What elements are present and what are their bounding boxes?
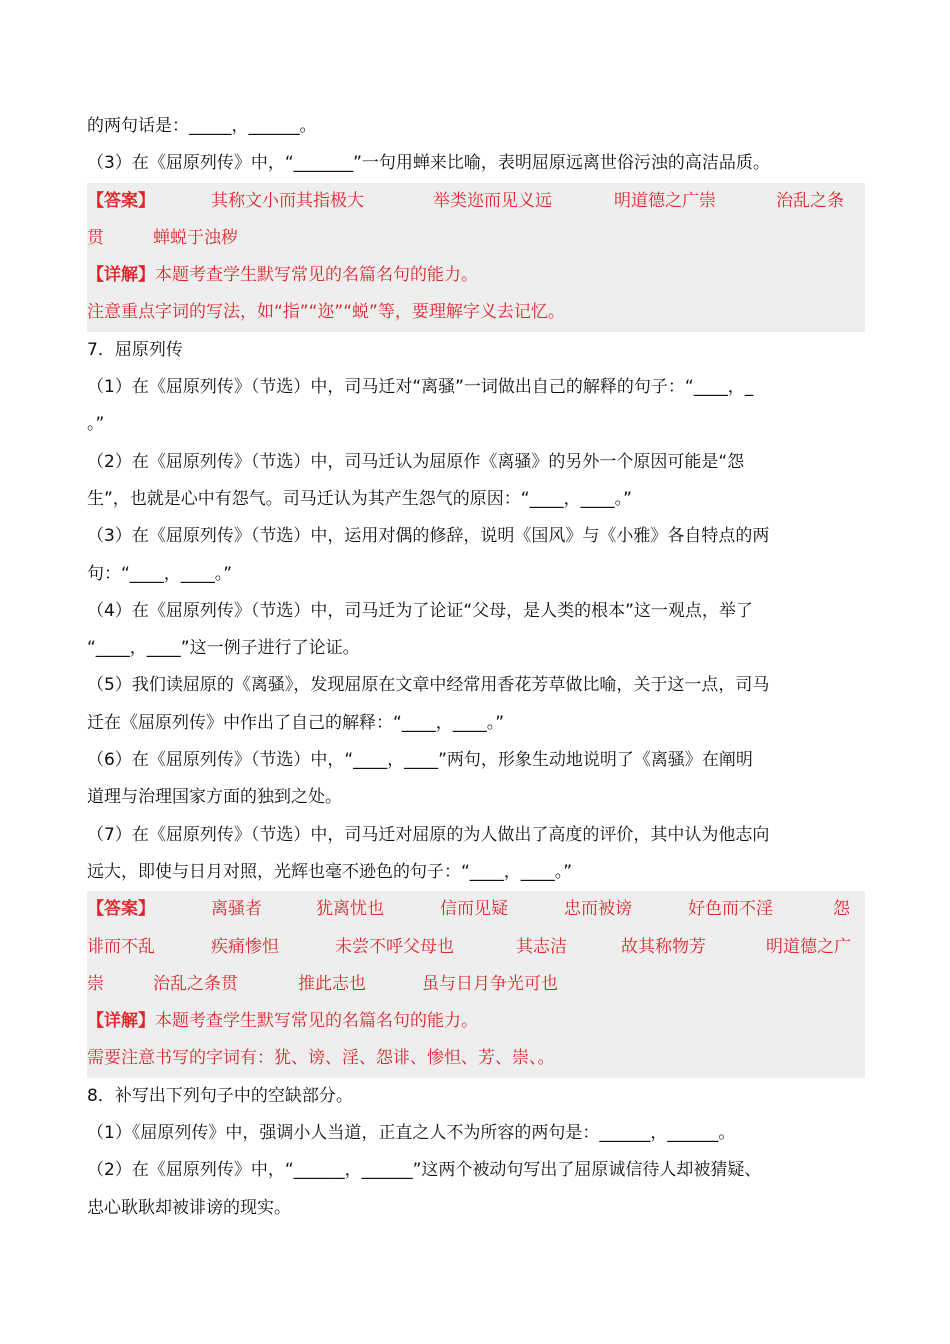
q7-line: “____，____”这一例子进行了论证。 — [87, 638, 360, 659]
detail-label: 【详解】 — [87, 265, 155, 286]
detail-text: 本题考查学生默写常见的名篇名句的能力。 — [155, 265, 478, 286]
q6-line-1: 的两句话是：_____，______。 — [87, 116, 317, 136]
q8-line: （2）在《屈原列传》中，“______，______”这两个被动句写出了屈原诚信待人却被猜疑、 — [87, 1160, 762, 1181]
q6-answer-row-1 — [87, 183, 865, 220]
q7-line: 道理与治理国家方面的独到之处。 — [87, 787, 342, 808]
answer-item: 忠而被谤 — [564, 899, 632, 920]
q7-line: （4）在《屈原列传》（节选）中，司马迁为了论证“父母，是人类的根本”这一观点，举了 — [87, 600, 753, 621]
answer-item: 治乱之条 — [776, 190, 844, 211]
answer-item: 贯 — [87, 227, 104, 248]
q7-answer-row-3 — [87, 966, 865, 1003]
answer-item: 推此志也 — [298, 973, 366, 994]
q7-title: 7．屈原列传 — [87, 339, 183, 360]
q6-answer-box — [87, 183, 865, 332]
answer-item: 怨 — [833, 899, 850, 920]
answer-item: 诽而不乱 — [87, 936, 155, 957]
q7-answer-row-2 — [87, 929, 865, 966]
q7-detail — [87, 1003, 865, 1040]
answer-item: 疾痛惨怛 — [211, 936, 279, 957]
answer-item: 蝉蜕于浊秽 — [153, 227, 238, 248]
q7-answer-row-1 — [87, 891, 865, 928]
q7-line: （6）在《屈原列传》（节选）中，“____，____”两句，形象生动地说明了《离骚》在阐明 — [87, 750, 753, 771]
answer-item: 其志洁 — [516, 936, 567, 957]
answer-item: 离骚者 — [211, 899, 262, 920]
detail-text: 本题考查学生默写常见的名篇名句的能力。 — [155, 1011, 478, 1032]
q6-detail-note: 注意重点字词的写法，如“指”“迩”“蜕”等，要理解字义去记忆。 — [87, 302, 565, 323]
answer-item: 明道德之广崇 — [614, 190, 716, 211]
answer-item: 治乱之条贯 — [153, 973, 238, 994]
answer-label: 【答案】 — [87, 190, 155, 211]
q7-line: 迁在《屈原列传》中作出了自己的解释：“____，____。” — [87, 712, 505, 733]
answer-item: 举类迩而见义远 — [433, 190, 552, 211]
answer-item: 未尝不呼父母也 — [335, 936, 454, 957]
q7-line: 生”，也就是心中有怨气。司马迁认为其产生怨气的原因：“____，____。” — [87, 488, 632, 509]
answer-label: 【答案】 — [87, 899, 155, 920]
q7-line: 。” — [87, 414, 105, 435]
q8-title: 8．补写出下列句子中的空缺部分。 — [87, 1085, 353, 1106]
answer-item: 崇 — [87, 973, 104, 994]
content-column — [87, 108, 865, 1227]
q7-answer-box — [87, 891, 865, 1077]
q7-line: 远大，即使与日月对照，光辉也毫不逊色的句子：“____，____。” — [87, 861, 573, 882]
q7-line: （5）我们读屈原的《离骚》，发现屈原在文章中经常用香花芳草做比喻，关于这一点，司马 — [87, 675, 770, 696]
answer-item: 信而见疑 — [440, 899, 508, 920]
q7-line: （2）在《屈原列传》（节选）中，司马迁认为屈原作《离骚》的另外一个原因可能是“怨 — [87, 451, 745, 472]
answer-item: 虽与日月争光可也 — [422, 973, 558, 994]
q6-line-2: （3）在《屈原列传》中，“_______”一句用蝉来比喻，表明屈原远离世俗污浊的高洁品质。 — [87, 153, 770, 174]
q7-line: （1）在《屈原列传》（节选）中，司马迁对“离骚”一词做出自己的解释的句子：“____，_ — [87, 377, 754, 398]
q7-line: 句：“____，____。” — [87, 563, 233, 584]
answer-item: 明道德之广 — [766, 936, 851, 957]
q7-line: （7）在《屈原列传》（节选）中，司马迁对屈原的为人做出了高度的评价，其中认为他志向 — [87, 824, 770, 845]
q7-detail-note: 需要注意书写的字词有：犹、谤、淫、怨诽、惨怛、芳、崇、。 — [87, 1048, 555, 1069]
detail-label: 【详解】 — [87, 1011, 155, 1032]
answer-item: 其称文小而其指极大 — [211, 190, 364, 211]
q7-line: （3）在《屈原列传》（节选）中，运用对偶的修辞，说明《国风》与《小雅》各自特点的两 — [87, 526, 770, 547]
q8-line: （1）《屈原列传》中，强调小人当道，正直之人不为所容的两句是：______，______。 — [87, 1123, 736, 1144]
q6-detail — [87, 257, 865, 294]
answer-item: 故其称物芳 — [621, 936, 706, 957]
q6-answer-row-2 — [87, 220, 865, 257]
q8-line: 忠心耿耿却被诽谤的现实。 — [87, 1197, 291, 1218]
answer-item: 犹离忧也 — [316, 899, 384, 920]
answer-item: 好色而不淫 — [688, 899, 773, 920]
